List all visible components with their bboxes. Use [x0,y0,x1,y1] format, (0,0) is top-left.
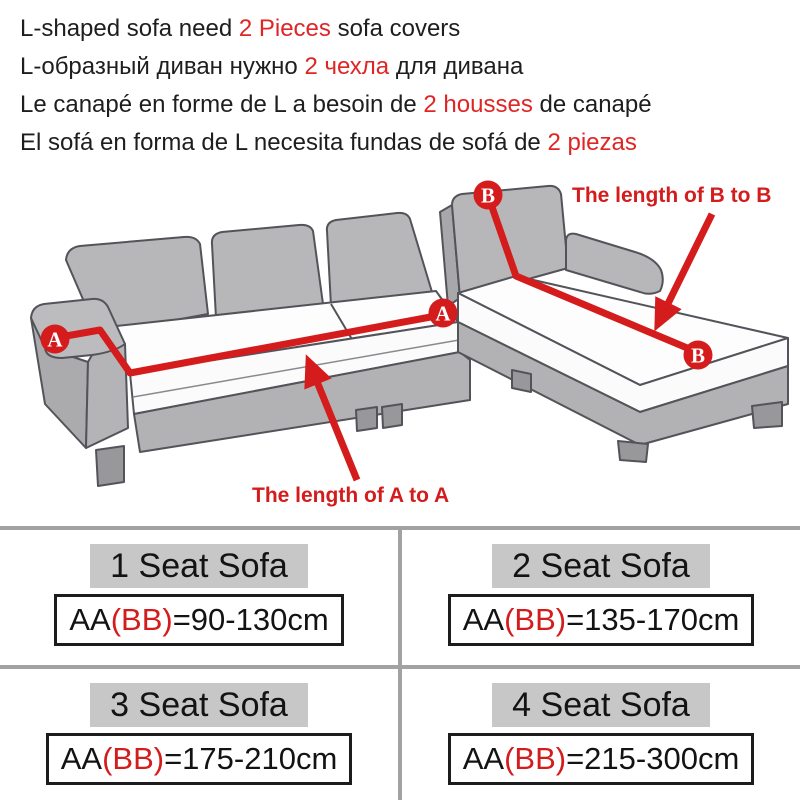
range-text: AA [462,741,505,776]
sofa-leg-left [96,446,124,486]
size-cell-1-seat [0,530,398,646]
chaise-armrest [566,234,663,294]
chaise-leg-front [618,441,648,462]
range-text: AA [462,602,505,637]
note-text: L-образный диван нужно [20,53,305,80]
marker-b-label-top: B [480,183,496,208]
note-highlight: 2 housses [423,91,533,118]
chaise-leg-back [512,370,531,392]
range-text: AA [69,602,111,637]
marker-a-label-right: A [435,301,451,326]
range-text: AA [60,741,103,776]
range-highlight: (BB) [504,602,567,637]
range-text: =215-300cm [566,741,740,776]
note-highlight: 2 Pieces [238,15,331,42]
chaise-leg-right [752,402,782,428]
size-range-box [448,733,755,785]
range-text: =135-170cm [566,602,740,637]
seat-count-title: 2 Seat Sofa [492,544,710,588]
marker-b-label-bottom: B [690,343,706,368]
sofa-leg-mid-1 [356,407,377,431]
note-text: L-shaped sofa need [20,15,239,42]
sofa-leg-mid-2 [382,404,402,428]
size-range-box [54,594,343,646]
note-text: de canapé [532,91,652,118]
length-b-annotation: The length of B to B [572,184,772,207]
length-a-annotation: The length of A to A [252,484,450,507]
range-text: =90-130cm [172,602,329,637]
chaise-sofa [440,186,788,462]
range-highlight: (BB) [504,741,567,776]
range-text: =175-210cm [164,741,338,776]
size-range-box [448,594,755,646]
size-cell-4-seat [402,669,800,785]
note-highlight: 2 piezas [547,129,637,156]
arrow-b [658,214,712,324]
note-text: Le canapé en forme de L a besoin de [20,91,424,118]
seat-count-title: 1 Seat Sofa [90,544,308,588]
note-text: El sofá en forma de L necesita fundas de sofá de [20,129,548,156]
size-cell-3-seat [0,669,398,785]
note-text: sofa covers [330,15,461,42]
back-cushion-2 [212,225,323,318]
seat-count-title: 3 Seat Sofa [90,683,308,727]
marker-a-label-left: A [47,327,63,352]
seat-count-title: 4 Seat Sofa [492,683,710,727]
range-highlight: (BB) [110,602,173,637]
back-cushion-3 [327,213,432,306]
size-cell-2-seat [402,530,800,646]
size-range-box [46,733,353,785]
note-highlight: 2 чехла [304,53,390,80]
note-text: для дивана [389,53,524,80]
range-highlight: (BB) [102,741,165,776]
